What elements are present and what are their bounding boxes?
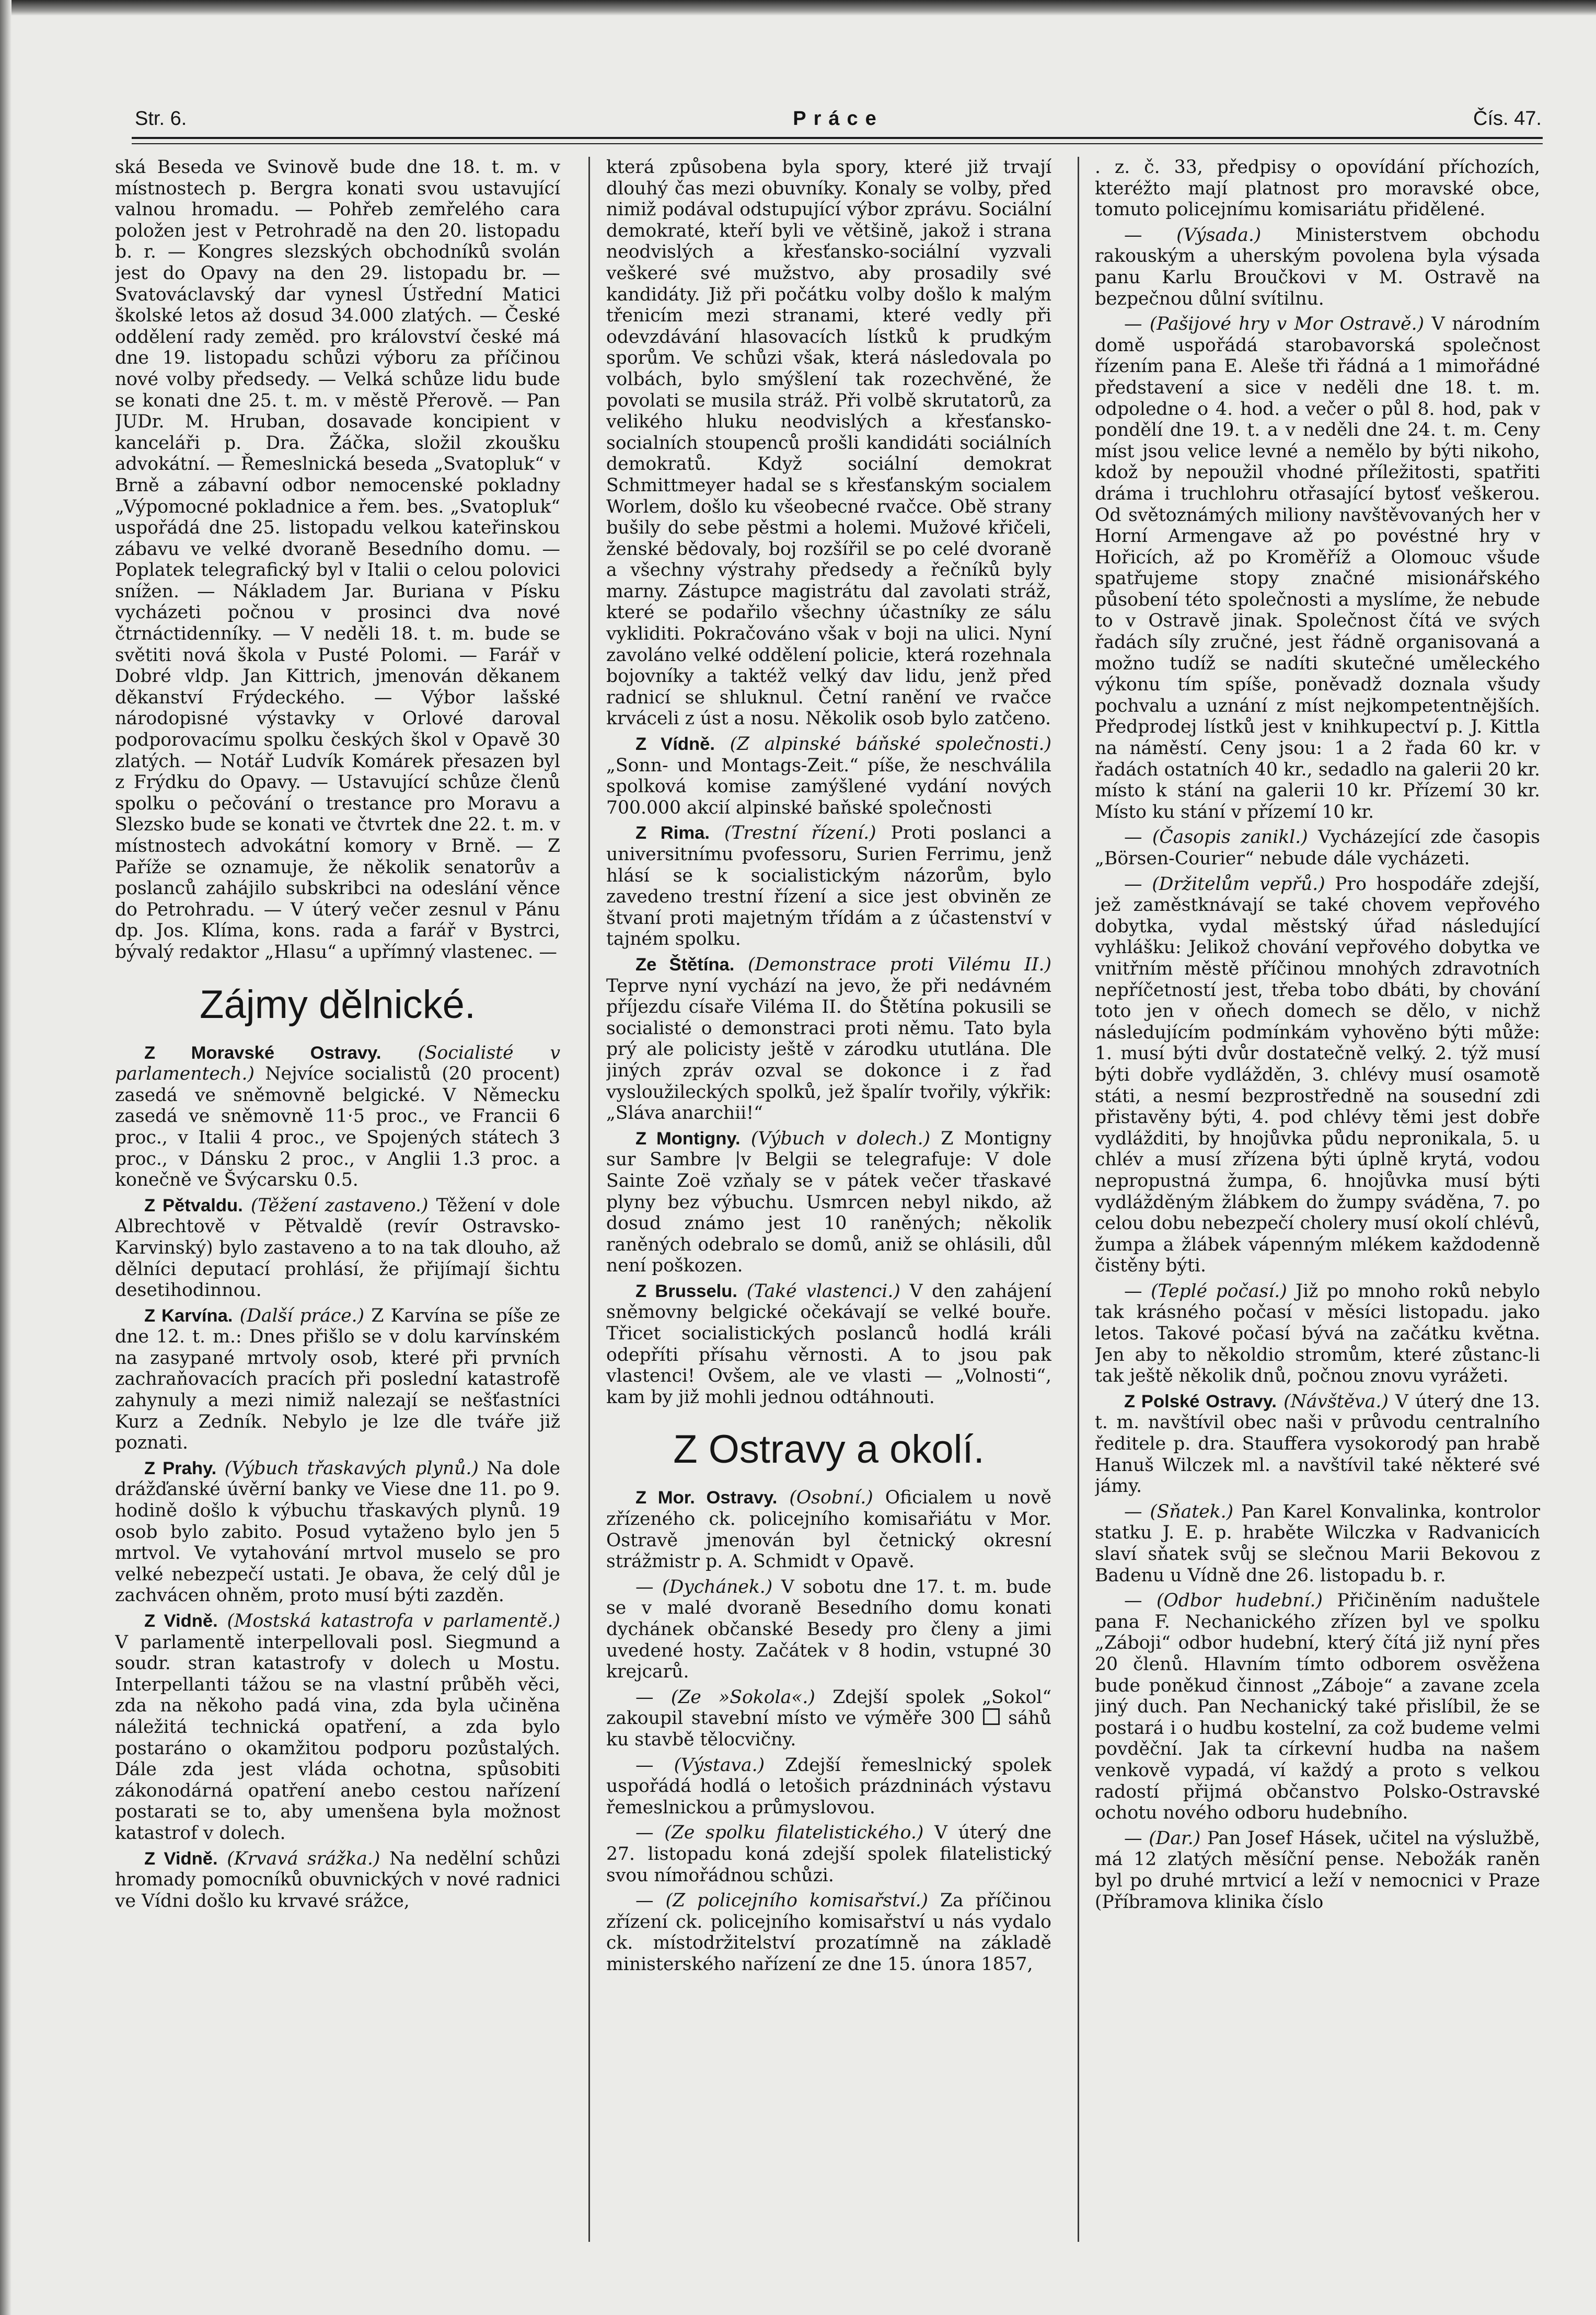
newspaper-title: Práce xyxy=(793,108,884,130)
article-body: V den zahájení sněmovny belgické očekávají se velké bouře. Třicet socialistických poslanců hodlá králi odepříti přísahu věrnosti. A to jsou pak vlastenci! Ovšem, ale ve vlasti — „Volnosti“, kam by již mohli jednou odtáhnouti. xyxy=(606,1280,1051,1408)
article-subtitle: (Socialisté v parlamentech.) xyxy=(115,1042,560,1085)
article-body: Zdejší řemeslnický spolek uspořádá hodlá o letošich prázdninách výstavu řemeslnickou a průmyslovou. xyxy=(606,1754,1051,1818)
article-body: V sobotu dne 17. t. m. bude se v malé dvoraně Besedního domu konati dychánek občanské Besedy pro členy a jimi uvedené hosty. Začátek v 8 hodin, vstupné 30 krejcarů. xyxy=(606,1576,1051,1683)
article-body: V národním domě uspořádá starobavorská společnost řízením pana E. Aleše tři řádná a 1 mimořádné představení a sice v neděli dne 18. t. m. odpoledne o 4. hod. a večer o půl 8. hod, pak v pondělí dne 19. t. a v neděli dne 24. t. m. Ceny míst jsou velice levné a nemělo by býti nikoho, kdož by nepoužil vhodné příležitosti, spatřiti dráma i truchlohru otřasající bytosť veškerou. Od světoznámých miliony navštěvovaných her v Horní Armengave až po povéstné hry v Hořicích, až po Kroměříž a Olomouc všude spatřujeme stopy značné misionářského působení této společnosti a myslíme, že nebude to v Ostravě jinak. Společnost čítá ve svých řadách síly zručné, jest řádně organisovaná a možno tudíž se nadíti skutečné uměleckého výkonu tím spíše, poněvadž doznala všudy pochvalu a uznání z míst nejkompetentnějších. Předprodej lístků jest v knihkupectví p. J. Kittla na náměstí. Ceny jsou: 1 a 2 řada 60 kr. v řadách ostatních 40 kr., sedadlo na galerii 20 kr. místo k stání na galerii 10 kr. Přízemí 30 kr. Místo ku stání v přízemí 10 kr. xyxy=(1095,314,1540,823)
article: — (Výsada.) Ministerstvem obchodu rakouským a uherským povolena byla výsada panu Karlu Broučkovi v M. Ostravě na bezpečnou důlní svítilnu. xyxy=(1095,224,1540,309)
square-unit-icon xyxy=(983,1708,1000,1725)
article-subtitle: (Těžení zastaveno.) xyxy=(250,1195,429,1216)
article-dateline: Z Vidně. xyxy=(144,1848,218,1869)
article xyxy=(115,1305,560,1454)
article-subtitle: (Návštěva.) xyxy=(1283,1391,1389,1412)
article-body: Ministerstvem obchodu rakouským a uherským povolena byla výsada panu Karlu Broučkovi v M. Ostravě na bezpečnou důlní svítilnu. xyxy=(1095,224,1540,309)
article-body: sáhů ku stavbě tělocvičny. xyxy=(606,1708,1051,1750)
article-dateline: Ze Štětína. xyxy=(635,954,735,975)
article-subtitle: (Časopis zanikl.) xyxy=(1152,827,1308,848)
article-body: V úterý dne 27. listopadu koná zdejší spolek filatelistický svou nímořádnou schůzi. xyxy=(606,1822,1051,1886)
article-subtitle: (Trestní řízení.) xyxy=(724,823,876,844)
header-rule xyxy=(132,137,1543,144)
section-title-zajmy-delnicke: Zájmy dělnické. xyxy=(200,982,476,1027)
article-subtitle: (Mostská katastrofa v parlamentě.) xyxy=(227,1611,560,1631)
article-subtitle: (Držitelům vepřů.) xyxy=(1152,873,1325,895)
article-dateline: Z Karvína. xyxy=(144,1305,233,1326)
article-subtitle: (Dar.) xyxy=(1149,1827,1201,1849)
article-dateline: Z Rima. xyxy=(635,823,710,843)
scan-border-top xyxy=(0,0,1596,16)
article-dateline: Z Pětvaldu. xyxy=(144,1195,243,1216)
article xyxy=(606,823,1051,950)
article-continuation: která způsobena byla spory, které již trvají dlouhý čas mezi obuvníky. Konaly se volby, před nimiž podával odstupující výbor zprávu. Sociální demokraté, kteří byli ve většině, jakož i strana neodvislých a křesťansko-sociální vyzvali veškeré své mužstvo, aby prosadily své kandidáty. Již při počátku volby došlo k malým třenicím mezi stranami, které vedly při odevzdávání hlasovacích lístků k prudkým sporům. Ve schůzi však, která následovala po volbách, bylo smýšlení tak rozechvěné, že povolati se musila stráž. Při volbě skrutatorů, za velikého hluku neodvislých a křesťansko-socialních stoupenců prošli kandidáti sociálních demokratů. Když sociální demokrat Schmittmeyer hadal se s křesťanským socialem Worlem, došlo ku všeobecné rvačce. Obě strany bušily do sebe pěstmi a holemi. Mužové křičeli, ženské bědovaly, boj rozšířil se po celé dvoraně a všechny výstrahy předsedy a řečníků byly marny. Zástupce magistrátu dal zavolati stráž, které se podařilo všechny účastníky ze sálu vykliditi. Pokračováno však v boji na ulici. Nyní zavoláno velké oddělení policie, která rozehnala bojovníky a taktéž velký dav lidu, jenž před radnicí se shluknul. Četní ranění ve rvačce krváceli z úst a nosu. Několik osob bylo zatčeno. xyxy=(606,157,1051,730)
article xyxy=(606,1487,1051,1572)
article-subtitle: (Výbuch v dolech.) xyxy=(750,1128,931,1149)
article-subtitle: (Z alpinské báňské společnosti.) xyxy=(730,734,1051,755)
article-body: Pan Josef Hásek, učitel na výslužbě, má 12 zlatých měsíční pense. Nebožák raněn byl po druhé mrtvicí a leží v nemocnici v Praze (Příbramova klinika číslo xyxy=(1095,1827,1540,1913)
article-continuation: . z. č. 33, předpisy o opovídání příchozích, kteréžto mají platnost pro moravské obce, tomuto policejnímu komisariátu přidělené. xyxy=(1095,157,1540,221)
article-subtitle: (Ze »Sokola«.) xyxy=(670,1686,815,1708)
article xyxy=(115,1458,560,1606)
article xyxy=(115,1848,560,1912)
article: — (Dychánek.) V sobotu dne 17. t. m. bude se v malé dvoraně Besedního domu konati dychánek občanské Besedy pro členy a jimi uvedené hosty. Začátek v 8 hodin, vstupné 30 krejcarů. xyxy=(606,1576,1051,1683)
article-subtitle: (Sňatek.) xyxy=(1150,1501,1234,1522)
article xyxy=(115,1611,560,1844)
article: — (Držitelům vepřů.) Pro hospodáře zdejší, jež zaměstknávají se také chovem vepřového dobytka, vydal městský úřad následující vyhlášku: Jelikož chování vepřového dobytka ve vnitřním městě příčinou mnohých zdravotních nepříčetností jest, třeba tobo dbáti, by chování toto jen v oňech domech se dělo, v nichž následujícím podmínkám vyhověno býti může: 1. musí býti dvůr dostatečně velký. 2. týž musí býti dobře vydlážděn, 3. chlévy musí osamotě státi, a nesmí bezprostředně na sousední zdi přistavěny býti, 4. pod chlévy těmi jest dobře vydlážditi, by hnojůvka půdu nepronikala, 5. u chlév a musí zřízena býti úplně krytá, vodou nepropustná žumpa, 6. hnojůvka musí býti vydlážděným žlábkem do žumpy sváděna, 7. po celou dobu nebezpečí cholery musí okolí chlévů, žumpa a žlábek vápenným mlékem každodenně čistěny býti. xyxy=(1095,873,1540,1277)
article-body: „Sonn- und Montags-Zeit.“ píše, že neschválila spolková komise zamýšlené vydání nových 700.000 akcií alpinské baňské společnosti xyxy=(606,755,1051,818)
section-title-z-ostravy: Z Ostravy a okolí. xyxy=(673,1427,985,1472)
article-dateline: Z Mor. Ostravy. xyxy=(635,1488,778,1508)
article: — (Ze spolku filatelistického.) V úterý dne 27. listopadu koná zdejší spolek filatelistický svou nímořádnou schůzi. xyxy=(606,1822,1051,1886)
article-subtitle: (Teplé počasí.) xyxy=(1151,1280,1287,1302)
article-dateline: Z Moravské Ostravy. xyxy=(144,1043,381,1063)
article: — (Výstava.) Zdejší řemeslnický spolek uspořádá hodlá o letošich prázdninách výstavu řemeslnickou a průmyslovou. xyxy=(606,1754,1051,1818)
article-subtitle: (Další práce.) xyxy=(239,1305,365,1326)
article-body: Z Karvína se píše ze dne 12. t. m.: Dnes přišlo se v dolu karvínském na zasypané mrtvoly osob, které při prvních zachraňovacích pracích při poslední katastrofě zahynuly a mezi nimiž nalezají se nešťastníci Kurz a Zedník. Nebylo je lze dle tváře již poznati. xyxy=(115,1305,560,1454)
article-body: Za příčinou zřízení ck. policejního komisařství u nás vydalo ck. místodržitelství prozatímně na základě ministerského nařízení ze dne 15. února 1857, xyxy=(606,1890,1051,1975)
article-body: V parlamentě interpellovali posl. Siegmund a soudr. stran katastrofy v dolech u Mostu. Interpellanti tážou se na vlastní průběh věci, zda na někoho padá vina, zda byla učiněna náležitá technická opatření, a zda bylo postaráno o okamžitou podporu pozůstalých. Dále zda jest vláda ochotna, spůsobiti zákonodárná opatření anebo cestou nařízení postarati se to, aby umenšena byla možnost katastrof v dolech. xyxy=(115,1631,560,1844)
column-2 xyxy=(606,157,1051,2289)
article xyxy=(606,954,1051,1124)
article xyxy=(1095,1391,1540,1497)
article xyxy=(606,1128,1051,1277)
article-body: Vycházející zde časopis „Börsen-Courier“ nebude dále vycházeti. xyxy=(1095,827,1540,869)
article-subtitle: (Dychánek.) xyxy=(662,1576,773,1598)
article-dateline: Z Polské Ostravy. xyxy=(1124,1391,1277,1411)
article-dateline: Z Prahy. xyxy=(144,1458,217,1478)
article-subtitle: (Z policejního komisařství.) xyxy=(665,1890,929,1912)
article: — (Sňatek.) Pan Karel Konvalinka, kontrolor statku J. E. p. hraběte Wilczka v Radvanicích slaví sňatek svůj se slečnou Marii Bekovou z Badenu u Vídně dne 26. listopadu b. r. xyxy=(1095,1501,1540,1586)
article-body: Přičiněním naduštelе pana F. Nechanického zřízen byl ve spolku „Záboji“ odbor hudební, který čítá již nyní přes 20 členů. Hlavním tímto odborem osvěžena bude poněkud činnost „Záboje“ a zavane zcela jiný duch. Pan Nechanický také přislíbil, že se postará i o hudbu kostelní, za což budeme velmi povděční. Jak ta církevní hudba na našem venkově vypadá, ví každý a proto s velkou radostí přijmá občanstvo Polsko-Ostravské ochotu nového odboru hudebního. xyxy=(1095,1590,1540,1824)
article-subtitle: (Výstava.) xyxy=(674,1754,765,1776)
column-3 xyxy=(1095,157,1540,2289)
article-body: Z Montigny sur Sambre |v Belgii se telegrafuje: V dole Sainte Zoë vzňaly se v pátek večer třaskavé plyny bez výbuchu. Usmrcen nebyl nikdo, až dosud známo jest 10 raněných; několik raněných odebralo se domů, aniž se ohlásili, důl není poškozen. xyxy=(606,1128,1051,1277)
column-separator xyxy=(588,157,590,2242)
article-subtitle: (Výbuch třaskavých plynů.) xyxy=(224,1457,479,1479)
article-subtitle: (Také vlastenci.) xyxy=(746,1280,900,1302)
article xyxy=(606,734,1051,818)
article-body: Pro hospodáře zdejší, jež zaměstknávají se také chovem vepřového dobytka, vydal městský úřad následující vyhlášku: Jelikož chování vepřového dobytka ve vnitřním městě příčinou mnohých zdravotních nepříčetností jest, třeba tobo dbáti, by chování toto jen v oňech domech se dělo, v nichž následujícím podmínkám vyhověno býti může: 1. musí býti dvůr dostatečně velký. 2. týž musí býti dobře vydlážděn, 3. chlévy musí osamotě státi, a nesmí bezprostředně na sousední zdi přistavěny býti, 4. pod chlévy těmi jest dobře vydlážditi, by hnojůvka půdu nepronikala, 5. u chlév a musí zřízena býti úplně krytá, vodou nepropustná žumpa, 6. hnojůvka musí býti vydlážděným žlábkem do žumpy sváděna, 7. po celou dobu nebezpečí cholery musí okolí chlévů, žumpa a žlábek vápenným mlékem každodenně čistěny býti. xyxy=(1095,873,1540,1277)
article-body: Na dole drážďanské úvěrní banky ve Viese dne 11. po 9. hodině došlo k výbuchu třaskavých plynů. 19 osob bylo zabito. Posud vytaženo bylo jen 5 mrtvol. Ve vytahování mrtvol muselo se pro velké nebezpečí ustati. Je obava, že celý důl je zachvácen ohněm, proto musí býti zazděn. xyxy=(115,1457,560,1606)
article-body: Oficialem u nově zřízeného ck. policejního komisařiátu v Mor. Ostravě jmenován byl četnický okresní strážmistr p. A. Schmidt v Opavě. xyxy=(606,1487,1051,1572)
article: — (Pašijové hry v Mor Ostravě.) V národním domě uspořádá starobavorská společnost řízením pana E. Aleše tři řádná a 1 mimořádné představení a sice v neděli dne 18. t. m. odpoledne o 4. hod. a večer o půl 8. hod, pak v pondělí dne 19. t. a v neděli dne 24. t. m. Ceny míst jsou velice levné a nemělo by býti nikoho, kdož by nepoužil vhodné příležitosti, spatřiti dráma i truchlohru otřasající bytosť veškerou. Od světoznámých miliony navštěvovaných her v Horní Armengave až po povéstné hry v Hořicích, až po Kroměříž a Olomouc všude spatřujeme stopy značné misionářského působení této společnosti a myslíme, že nebude to v Ostravě jinak. Společnost čítá ve svých řadách síly zručné, jest řádně organisovaná a možno tudíž se nadíti skutečné uměleckého výkonu tím spíše, poněvadž doznala všudy pochvalu a uznání z míst nejkompetentnějších. Předprodej lístků jest v knihkupectví p. J. Kittla na náměstí. Ceny jsou: 1 a 2 řada 60 kr. v řadách ostatních 40 kr., sedadlo na galerii 20 kr. místo k stání na galerii 10 kr. Přízemí 30 kr. Místo ku stání v přízemí 10 kr. xyxy=(1095,314,1540,823)
article xyxy=(115,1043,560,1191)
column-1 xyxy=(115,157,560,2289)
issue-number: Čís. 47. xyxy=(1473,108,1542,130)
article xyxy=(606,1281,1051,1408)
article: — (Dar.) Pan Josef Hásek, učitel na výslužbě, má 12 zlatých měsíční pense. Nebožák raněn byl po druhé mrtvicí a leží v nemocnici v Praze (Příbramova klinika číslo xyxy=(1095,1827,1540,1913)
article-subtitle: (Výsada.) xyxy=(1176,224,1262,246)
article-dateline: Z Vidně. xyxy=(144,1611,218,1631)
article-body: Zdejší spolek „Sokol“ zakoupil stavební místo ve výměře 300 xyxy=(606,1686,1051,1729)
article: — (Časopis zanikl.) Vycházející zde časopis „Börsen-Courier“ nebude dále vycházeti. xyxy=(1095,827,1540,869)
article-subtitle: (Pašijové hry v Mor Ostravě.) xyxy=(1149,314,1425,335)
article: — (Teplé počasí.) Již po mnoho roků nebylo tak krásného počasí v měsíci listopadu. jako letos. Takové počasí bývá na začátku května. Jen aby to několdio stromům, které zůstanc-li tak ještě několik dnů, počnou znovu vyrážeti. xyxy=(1095,1280,1540,1387)
column-separator xyxy=(1078,157,1079,2242)
article-subtitle: (Demonstrace proti Vilému II.) xyxy=(747,954,1051,975)
scan-border-left xyxy=(0,0,11,2315)
article: — (Odbor hudební.) Přičiněním naduštelе pana F. Nechanického zřízen byl ve spolku „Záboji“ odbor hudební, který čítá již nyní přes 20 členů. Hlavním tímto odborem osvěžena bude poněkud činnost „Záboje“ a zavane zcela jiný duch. Pan Nechanický také přislíbil, že se postará i o hudbu kostelní, za což budeme velmi povděční. Jak ta církevní hudba na našem venkově vypadá, ví každý a proto s velkou radostí přijmá občanstvo Polsko-Ostravské ochotu nového odboru hudebního. xyxy=(1095,1590,1540,1824)
article-body: Těžení v dole Albrechtově v Pětvaldě (revír Ostravsko-Karvinský) bylo zastaveno a to na tak dlouho, až dělníci deputací prohlásí, že přijímají šichtu desetihodinnou. xyxy=(115,1195,560,1301)
article-body: Teprve nyní vychází na jevo, že při nedávném příjezdu císaře Viléma II. do Štětína pokusili se socialisté o demonstraci proti němu. Tato byla prý ale policisty ještě v zárodku ututlána. Dle jiných zpráv ozval se dokonce i z řad vysloužileckých spolků, jež špalír tvořily, výkřik: „Sláva anarchii!“ xyxy=(606,975,1051,1124)
article-body: Již po mnoho roků nebylo tak krásného počasí v měsíci listopadu. jako letos. Takové počasí bývá na začátku května. Jen aby to několdio stromům, které zůstanc-li tak ještě několik dnů, počnou znovu vyrážeti. xyxy=(1095,1280,1540,1387)
article-body: Pan Karel Konvalinka, kontrolor statku J. E. p. hraběte Wilczka v Radvanicích slaví sňatek svůj se slečnou Marii Bekovou z Badenu u Vídně dne 26. listopadu b. r. xyxy=(1095,1501,1540,1586)
page-number: Str. 6. xyxy=(135,108,187,130)
article xyxy=(115,1195,560,1301)
article: — (Z policejního komisařství.) Za příčinou zřízení ck. policejního komisařství u nás vydalo ck. místodržitelství prozatímně na základě ministerského nařízení ze dne 15. února 1857, xyxy=(606,1890,1051,1975)
article-dateline: Z Vídně. xyxy=(635,734,715,755)
article-subtitle: (Odbor hudební.) xyxy=(1156,1590,1323,1612)
article-subtitle: (Krvavá srážka.) xyxy=(227,1848,380,1869)
news-briefs: ská Beseda ve Svinově bude dne 18. t. m. v místnostech p. Bergra konati svou ustavující valnou hromadu. — Pohřeb zemřelého cara položen jest v Petrohradě na den 20. listopadu b. r. — Kongres slezských obchodníků svolán jest do Opavy na den 29. listopadu br. — Svatováclavský dar vynesl Ústřední Matici školské letos až dosud 34.000 zlatých. — České oddělení rady zeměd. pro království české má dne 19. listopadu schůzi výboru za příčinou nové volby předsedy. — Velká schůze lidu bude se konati dne 25. t. m. v městě Přerově. — Pan JUDr. M. Hruban, dosavade koncipient v kanceláři p. Dra. Žáčka, složil zkoušku advokátní. — Řemeslnická beseda „Svatopluk“ v Brně a zábavní odbor nemocenské pokladny „Výpomocné pokladnice a řem. bes. „Svatopluk“ uspořádá dne 25. listopadu velkou kateřinskou zábavu ve velké dvoraně Besedního domu. — Poplatek telegrafický byl v Italii o celou polovici snížen. — Nákladem Jar. Buriana v Písku vycházeti počnou v prosinci dva nové čtrnáctidenníky. — V neděli 18. t. m. bude se světiti nová škola v Pusté Polomi. — Farář v Dobré vldp. Jan Kittrich, jmenován děkanem děkanství Frýdeckého. — Výbor lašské národopisné výstavky v Orlové daroval podporovacímu spolku českých škol v Opavě 30 zlatých. — Notář Ludvík Komárek přesazen byl z Frýdku do Opavy. — Ustavující schůze členů spolku o pečování o trestance pro Moravu a Slezsko bude se konati ve čtvrtek dne 22. t. m. v místnostech advokátní komory v Brně. — Z Paříže se oznamuje, že několik senatorův a poslanců zahájilo subskribci na odeslání věnce do Petrohradu. — V úterý večer zesnul v Pánu dp. Jos. Klíma, kons. rada a farář v Bystrci, bývalý redaktor „Hlasu“ a upřímný vlastenec. — xyxy=(115,157,560,963)
article-subtitle: (Osobní.) xyxy=(789,1487,873,1509)
page-header xyxy=(135,108,1542,135)
article-dateline: Z Montigny. xyxy=(635,1128,741,1149)
article-subtitle: (Ze spolku filatelistického.) xyxy=(664,1822,924,1844)
article-body: Proti poslanci a universitnímu pvofessoru, Surien Ferrimu, jenž hlásí se k socialistickým názorům, bylo zavedeno trestní řízení a sice jest obviněn ze štvaní proti majetným třídám a z účastenství v tajném spolku. xyxy=(606,823,1051,950)
article: — (Ze »Sokola«.) Zdejší spolek „Sokol“ zakoupil stavební místo ve výměře 300 sáhů ku stavbě tělocvičny. xyxy=(606,1686,1051,1750)
article-body: Nejvíce socialistů (20 procent) zasedá ve sněmovně belgické. V Německu zasedá ve sněmovně 11·5 proc., ve Francii 6 proc., v Italii 4 proc., ve Spojených státech 3 proc., v Dánsku 2 proc., v Anglii 1.3 proc. a konečně ve Švýcarsku 0.5. xyxy=(115,1063,560,1191)
article-dateline: Z Brusselu. xyxy=(635,1281,738,1301)
article-body: Na nedělní schůzi hromady pomocníků obuvnických v nové radnici ve Vídni došlo ku krvavé srážce, xyxy=(115,1848,560,1912)
article-body: V úterý dne 13. t. m. navštívil obec naši v průvodu centralního ředitele p. dra. Stauffera vysokorodý pan hrabě Hanuš Wilczek ml. a navštívil také některé své jámy. xyxy=(1095,1391,1540,1497)
